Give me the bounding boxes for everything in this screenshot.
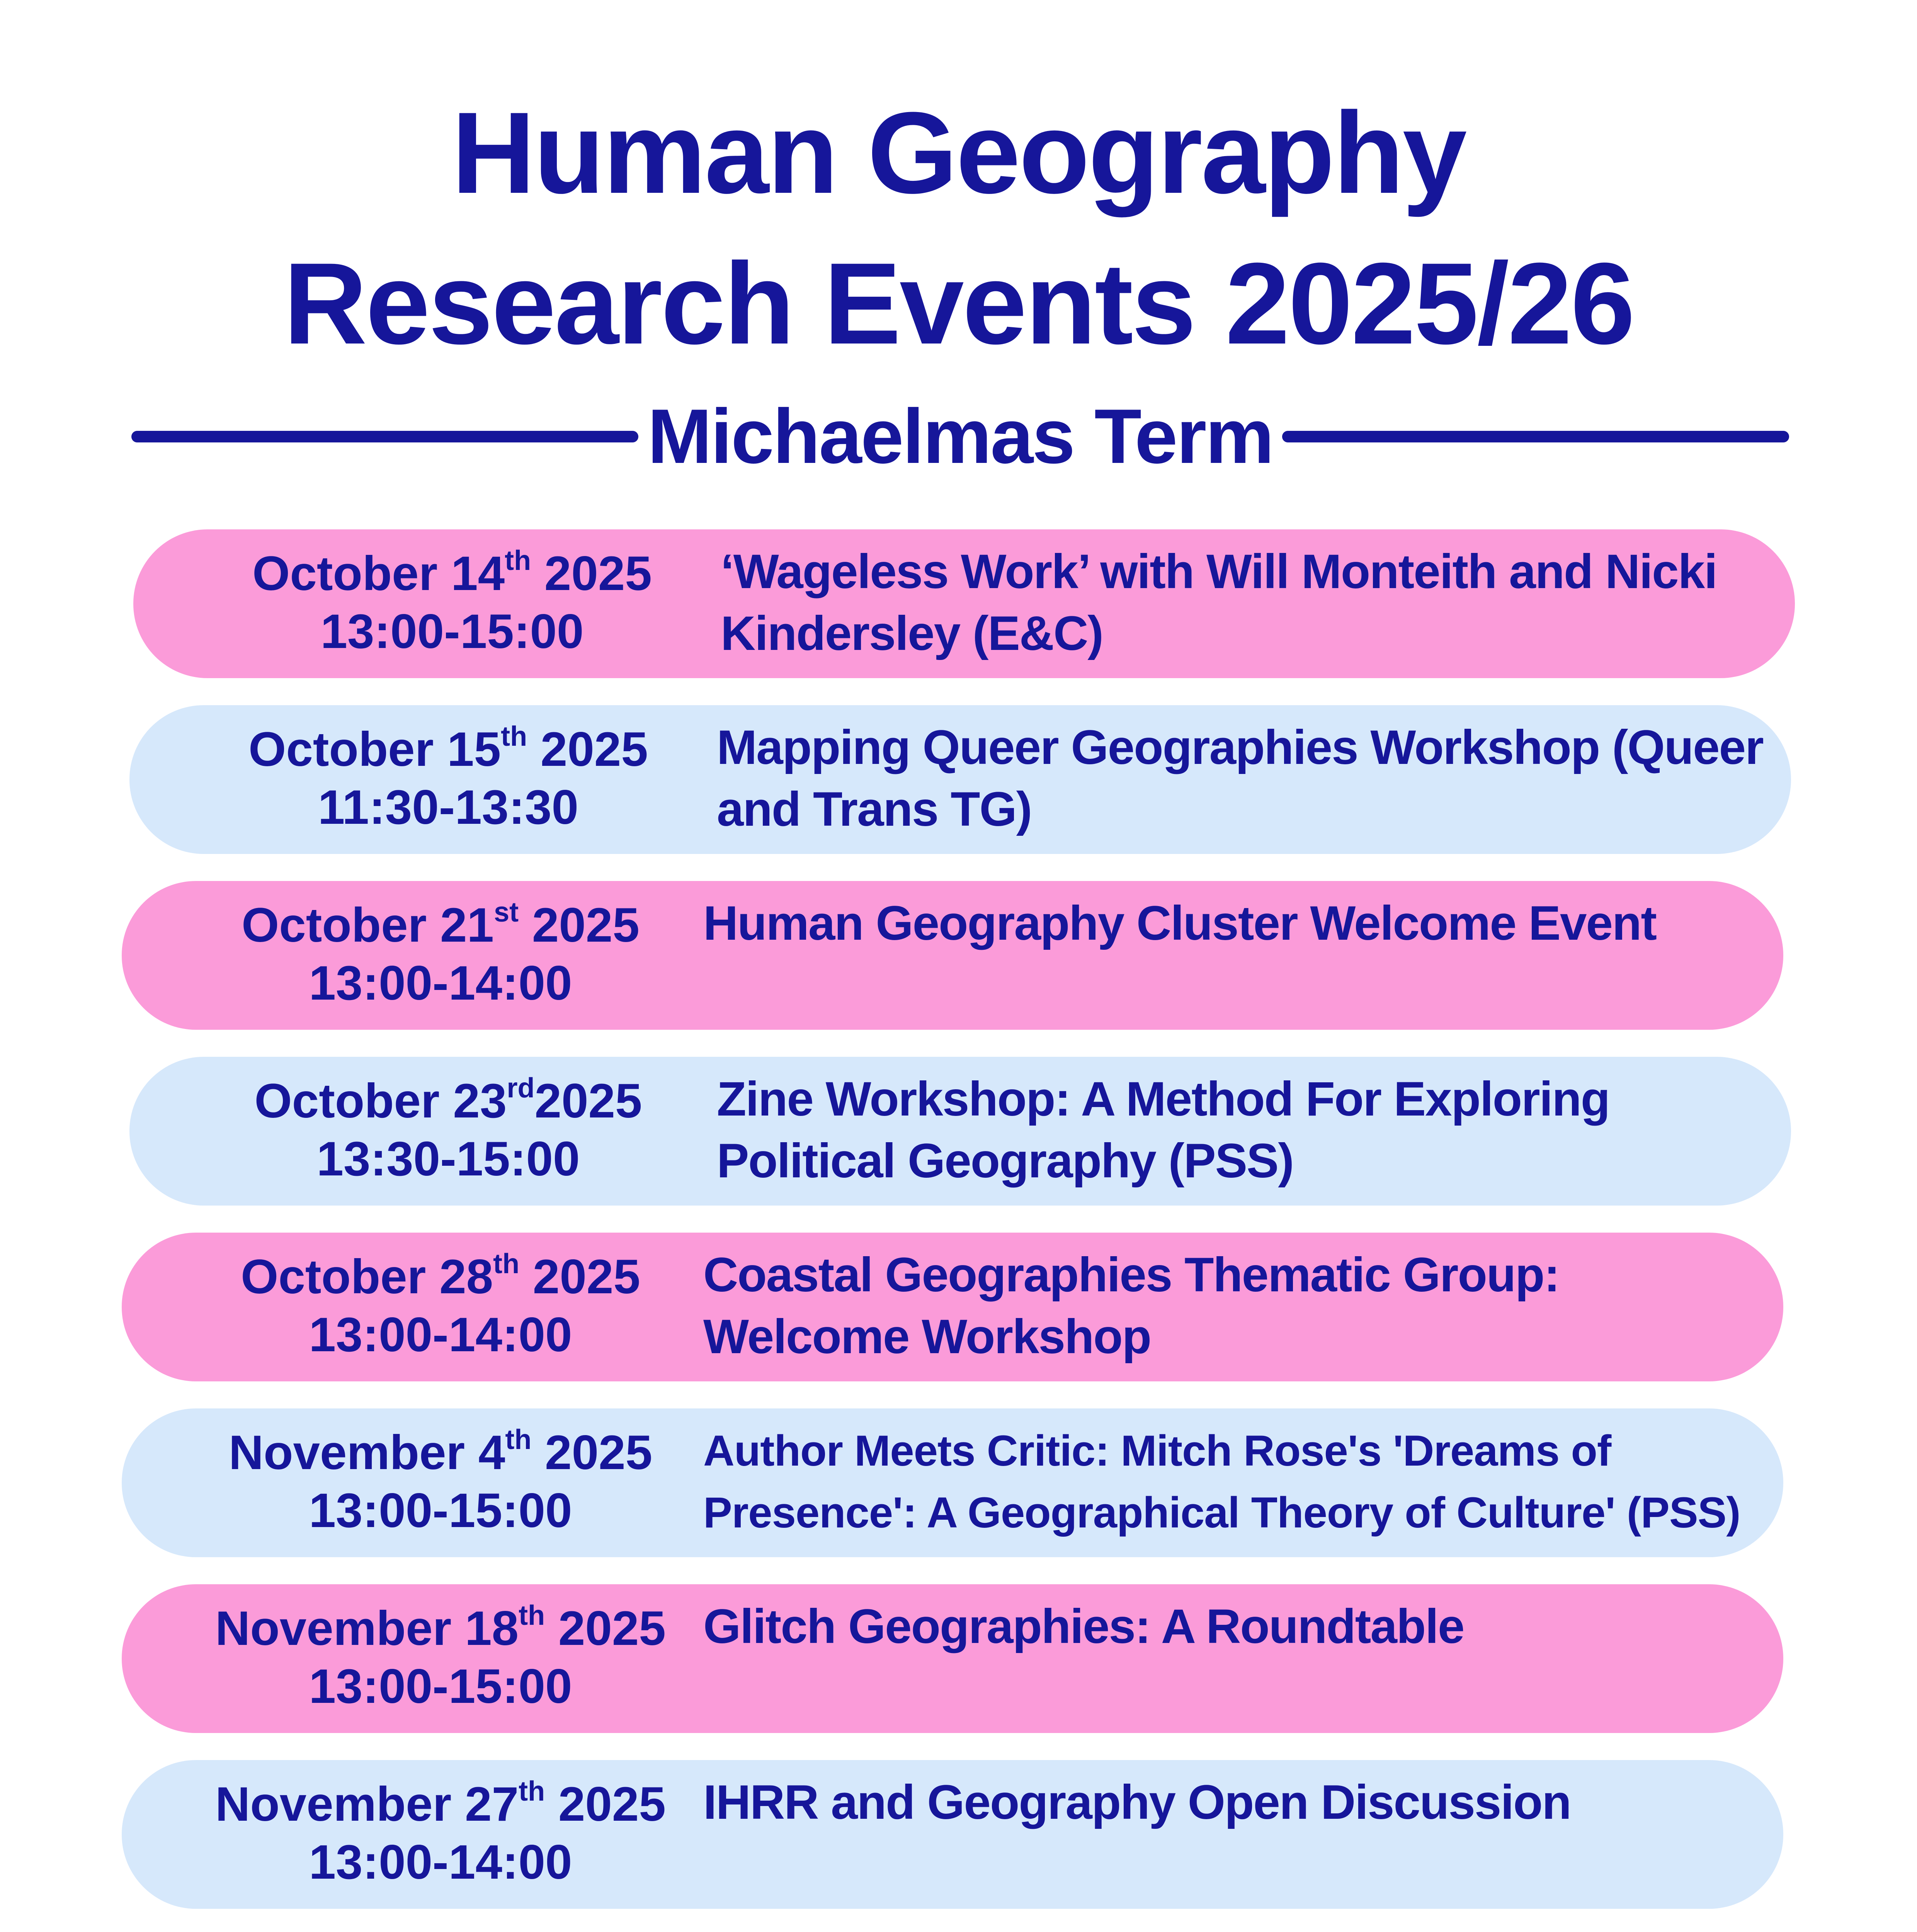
event-title: Mapping Queer Geographies Workshop (Queer and Trans TG) [717, 721, 1763, 836]
title-line-1: Human Geography [451, 88, 1466, 218]
event-date: October 23rd2025 [254, 1073, 642, 1128]
event-date: November 4th 2025 [228, 1424, 653, 1480]
event-title: Zine Workshop: A Method For Exploring Political Geography (PSS) [717, 1072, 1610, 1188]
event-row [122, 1760, 1783, 1909]
event-title: Human Geography Cluster Welcome Event [703, 896, 1656, 950]
event-row [122, 881, 1783, 1030]
title-line-2: Research Events 2025/26 [283, 238, 1634, 368]
event-row [122, 1408, 1783, 1557]
term-label: Michaelmas Term [647, 393, 1273, 480]
event-date-block [122, 896, 759, 1012]
event-row [122, 1233, 1783, 1381]
event-date-block [129, 721, 767, 837]
event-date-block [122, 1600, 759, 1716]
event-row [122, 1584, 1783, 1733]
event-title: ‘Wageless Work’ with Will Monteith and Nicki Kindersley (E&C) [721, 545, 1717, 660]
event-time: 13:00-14:00 [309, 1308, 572, 1362]
event-date: October 28th 2025 [241, 1248, 640, 1304]
event-time: 11:30-13:30 [318, 781, 579, 834]
event-date-block [122, 1776, 759, 1891]
event-row [133, 529, 1795, 678]
event-title: Glitch Geographies: A Roundtable [703, 1600, 1464, 1653]
event-date-block [122, 1248, 759, 1364]
event-date-block [133, 545, 771, 661]
event-time: 13:00-14:00 [309, 1835, 572, 1889]
event-time: 13:00-14:00 [309, 956, 572, 1010]
event-row [129, 705, 1791, 854]
event-time: 13:00-15:00 [309, 1484, 572, 1537]
event-date-block [122, 1424, 759, 1540]
event-title: Coastal Geographies Thematic Group: Welcome Workshop [703, 1248, 1560, 1364]
event-date: November 18th 2025 [215, 1600, 666, 1655]
event-date: October 21st 2025 [242, 897, 640, 952]
event-date: October 15th 2025 [248, 721, 648, 776]
event-date: October 14th 2025 [252, 545, 652, 600]
event-row [129, 1057, 1791, 1206]
event-title: Author Meets Critic: Mitch Rose's 'Dreams of Presence': A Geographical Theory of Culture' (PSS) [703, 1427, 1740, 1537]
event-time: 13:00-15:00 [309, 1660, 572, 1713]
event-time: 13:00-15:00 [320, 605, 584, 658]
event-date: November 27th 2025 [215, 1776, 666, 1831]
event-title: IHRR and Geography Open Discussion [703, 1776, 1571, 1829]
event-date-block [129, 1072, 767, 1188]
event-time: 13:30-15:00 [316, 1132, 580, 1186]
